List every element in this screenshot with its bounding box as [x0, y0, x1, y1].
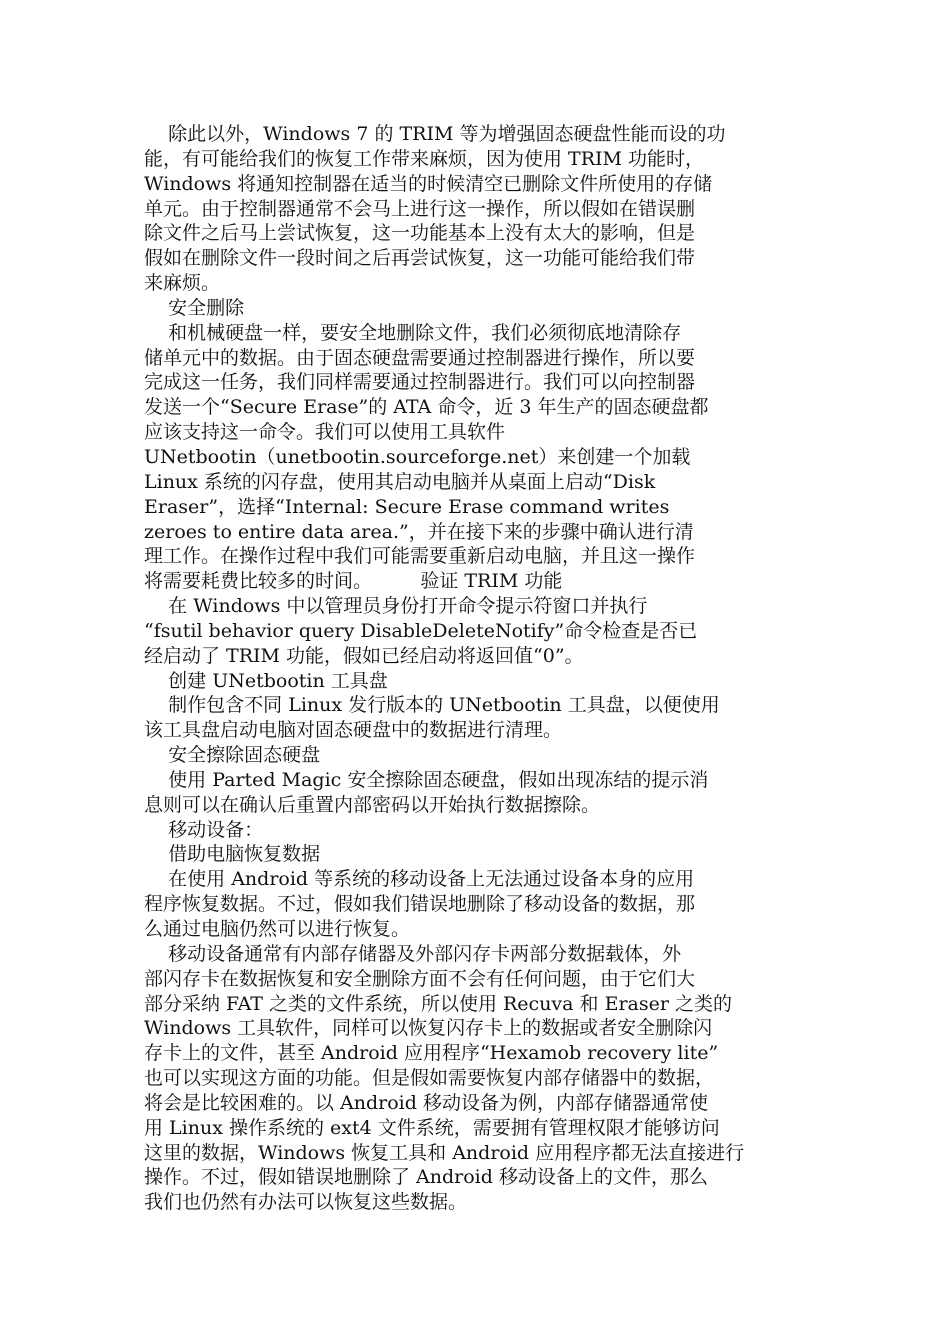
text-line: 和机械硬盘一样，要安全地删除文件，我们必须彻底地清除存 — [144, 321, 682, 344]
text-line: 创建 UNetbootin 工具盘 — [144, 669, 388, 692]
text-line: 来麻烦。 — [144, 272, 221, 295]
text-line: 程序恢复数据。不过，假如我们错误地删除了移动设备的数据，那 — [144, 893, 696, 916]
text-line: 理工作。在操作过程中我们可能需要重新启动电脑，并且这一操作 — [144, 545, 696, 568]
text-line: “fsutil behavior query DisableDeleteNotify”命令检查是否已 — [144, 619, 698, 642]
text-line: 我们也仍然有办法可以恢复这些数据。 — [144, 1191, 468, 1214]
text-line: 假如在删除文件一段时间之后再尝试恢复，这一功能可能给我们带 — [144, 247, 696, 270]
document-body — [144, 122, 808, 1215]
text-line: 经启动了 TRIM 功能，假如已经启动将返回值“0”。 — [144, 644, 584, 667]
text-line: 将需要耗费比较多的时间。 验证 TRIM 功能 — [144, 570, 563, 593]
text-line: 将会是比较困难的。以 Android 移动设备为例，内部存储器通常使 — [144, 1091, 708, 1114]
text-line: Linux 系统的闪存盘，使用其启动电脑并从桌面上启动“Disk — [144, 470, 656, 493]
text-line: UNetbootin（unetbootin.sourceforge.net）来创建一个加载 — [144, 445, 691, 468]
text-line: 发送一个“Secure Erase”的 ATA 命令，近 3 年生产的固态硬盘都 — [144, 396, 709, 419]
text-line: 这里的数据，Windows 恢复工具和 Android 应用程序都无法直接进行 — [144, 1141, 745, 1164]
text-line: 完成这一任务，我们同样需要通过控制器进行。我们可以向控制器 — [144, 371, 696, 394]
text-line: 也可以实现这方面的功能。但是假如需要恢复内部存储器中的数据， — [144, 1067, 715, 1090]
text-line: 应该支持这一命令。我们可以使用工具软件 — [144, 421, 506, 444]
text-line: zeroes to entire data area.”，并在接下来的步骤中确认进行清 — [144, 520, 694, 543]
text-line: Eraser”，选择“Internal: Secure Erase command writes — [144, 495, 670, 518]
text-line: Windows 将通知控制器在适当的时候清空已删除文件所使用的存储 — [144, 172, 713, 195]
text-line: 储单元中的数据。由于固态硬盘需要通过控制器进行操作，所以要 — [144, 346, 696, 369]
text-line: 该工具盘启动电脑对固态硬盘中的数据进行清理。 — [144, 719, 563, 742]
text-line: 部分采纳 FAT 之类的文件系统，所以使用 Recuva 和 Eraser 之类的 — [144, 992, 732, 1015]
text-line: 用 Linux 操作系统的 ext4 文件系统，需要拥有管理权限才能够访问 — [144, 1116, 720, 1139]
text-line: 安全删除 — [144, 296, 245, 319]
text-line: 借助电脑恢复数据 — [144, 843, 321, 866]
text-line: 能，有可能给我们的恢复工作带来麻烦，因为使用 TRIM 功能时， — [144, 147, 705, 170]
text-line: 部闪存卡在数据恢复和安全删除方面不会有任何问题，由于它们大 — [144, 967, 696, 990]
text-line: 么通过电脑仍然可以进行恢复。 — [144, 918, 411, 940]
text-line: 安全擦除固态硬盘 — [144, 744, 321, 767]
text-line: 在使用 Android 等系统的移动设备上无法通过设备本身的应用 — [144, 868, 695, 891]
text-line: 制作包含不同 Linux 发行版本的 UNetbootin 工具盘，以便使用 — [144, 694, 720, 717]
text-line: 息则可以在确认后重置内部密码以开始执行数据擦除。 — [144, 793, 601, 816]
text-line: 移动设备： — [144, 818, 264, 841]
text-line: 除此以外，Windows 7 的 TRIM 等为增强固态硬盘性能而设的功 — [144, 123, 726, 145]
text-line: Windows 工具软件，同样可以恢复闪存卡上的数据或者安全删除闪 — [144, 1017, 713, 1040]
text-line: 除文件之后马上尝试恢复，这一功能基本上没有太大的影响，但是 — [144, 222, 696, 245]
text-line: 使用 Parted Magic 安全擦除固态硬盘，假如出现冻结的提示消 — [144, 768, 709, 791]
text-line: 在 Windows 中以管理员身份打开命令提示符窗口并执行 — [144, 595, 648, 618]
text-line: 移动设备通常有内部存储器及外部闪存卡两部分数据载体，外 — [144, 942, 682, 965]
text-line: 存卡上的文件，甚至 Android 应用程序“Hexamob recovery lite” — [144, 1042, 719, 1065]
text-line: 单元。由于控制器通常不会马上进行这一操作，所以假如在错误删 — [144, 197, 696, 220]
text-line: 操作。不过，假如错误地删除了 Android 移动设备上的文件，那么 — [144, 1166, 708, 1189]
